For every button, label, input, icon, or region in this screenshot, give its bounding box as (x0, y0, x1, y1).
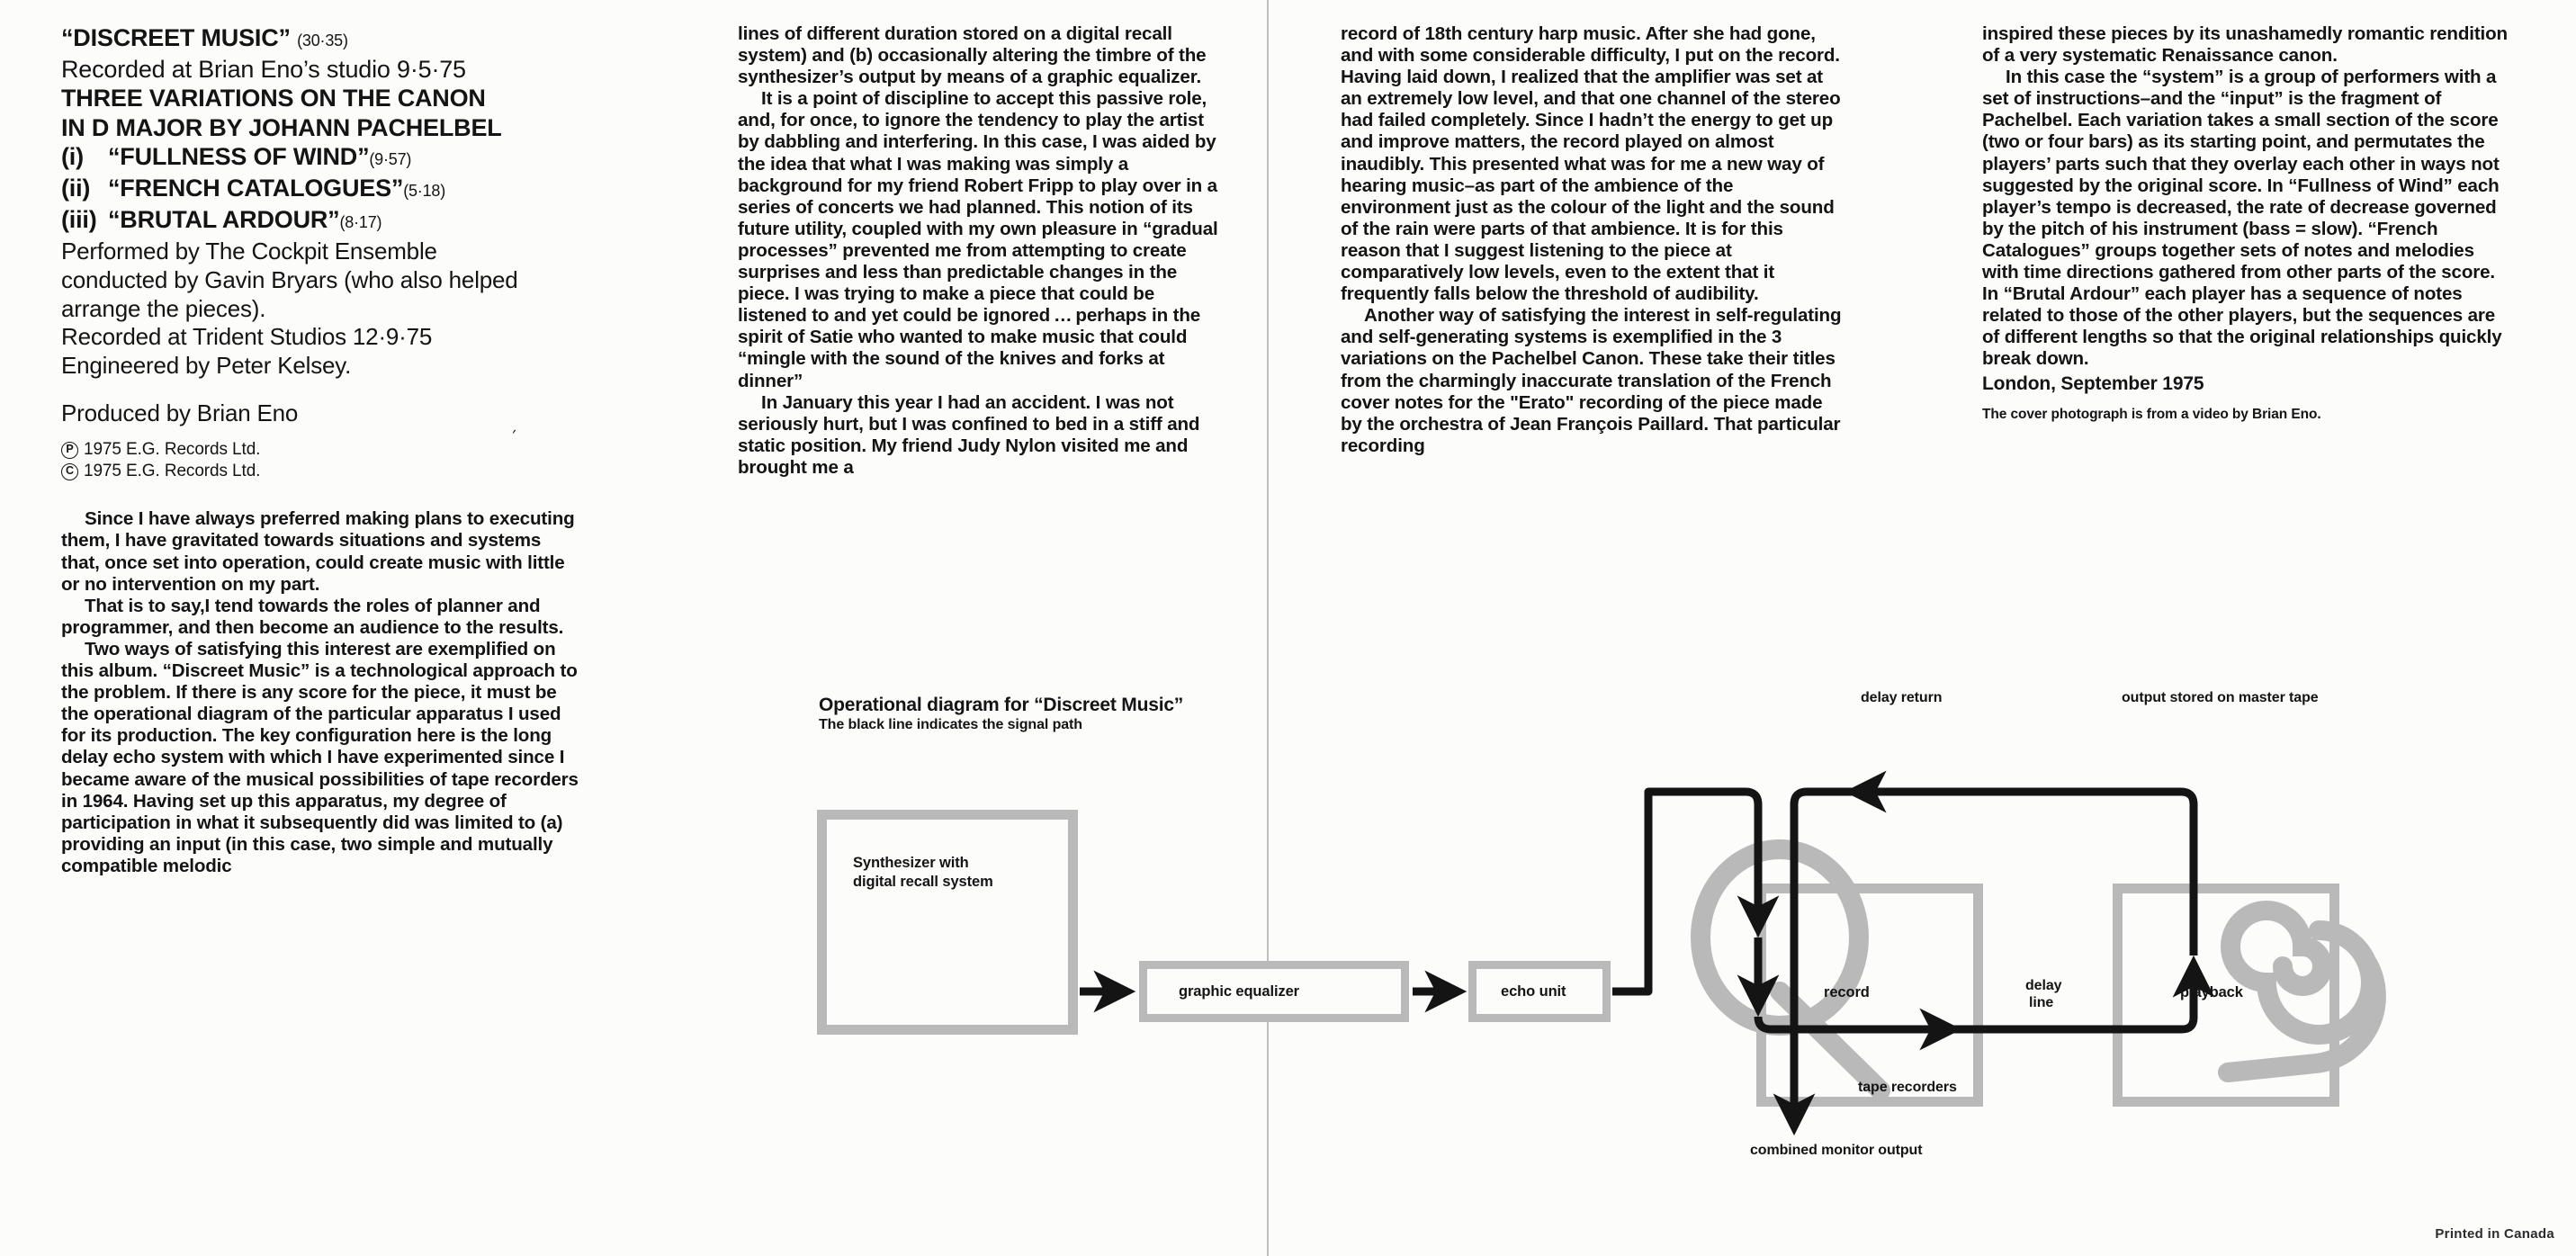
paragraph: Two ways of satisfying this interest are exemplified on this album. “Discreet Music” is a technological approach to the problem. If there is any score for the piece, it must be the operational diagram of the particular apparatus I used for its production. The key configuration here is the long delay echo system with which I have experimented since I became aware of the musical possibilities of tape recorders in 1964. Having set up this apparatus, my degree of participation in what it subsequently did was limited to (a) providing an input (in this case, two simple and mutually compatible melodic (61, 638, 579, 876)
column-1-body (61, 508, 581, 877)
phonographic-rights-line (61, 439, 581, 461)
column-4 (1982, 23, 2513, 423)
copyright-c-icon: C (61, 463, 78, 480)
paragraph: inspired these pieces by its unashamedly romantic rendition of a very systematic Renaissance canon. (1982, 23, 2508, 67)
diagram-subtitle: The black line indicates the signal path (819, 717, 1082, 732)
album-title-line (61, 23, 581, 55)
credit-line-4: Recorded at Trident Studios 12·9·75 (61, 323, 433, 351)
signal-path (1080, 792, 2194, 1126)
track-3 (61, 205, 581, 237)
album-title: “DISCREET MUSIC” (61, 24, 291, 51)
combined-monitor-output-label: combined monitor output (1750, 1143, 1923, 1158)
column-2-body (738, 23, 1228, 479)
tape-recorders-label: tape recorders (1858, 1080, 1957, 1095)
column-4-body (1982, 23, 2513, 371)
track-1-duration: (9·57) (369, 149, 412, 168)
column-2 (738, 23, 1228, 479)
credit-line-3: arrange the pieces). (61, 294, 266, 322)
producer-line: Produced by Brian Eno (61, 399, 299, 427)
track-2-duration: (5·18) (403, 182, 446, 201)
track-1-number: (i) (61, 142, 84, 170)
operational-diagram (792, 690, 2537, 1234)
delay-line-label-2: line (2029, 995, 2054, 1010)
echo-unit-label: echo unit (1501, 983, 1566, 1000)
paragraph: Another way of satisfying the interest in self-regulating and self-generating systems is exemplified in the 3 variations on the Pachelbel Canon. These take their titles from the charmingly inaccurate translation of the French cover notes for the "Erato" recording of the piece made by the orchestra of Jean François Paillard. That particular recording (1341, 305, 1842, 456)
synthesizer-label-line-1: Synthesizer with (853, 855, 969, 871)
diagram-title: Operational diagram for “Discreet Music” (819, 695, 1184, 715)
paragraph: lines of different duration stored on a digital recall system) and (b) occasionally altering the timbre of the synthesizer’s output by means of a graphic equalizer. (738, 23, 1207, 88)
track-2-title: “FRENCH CATALOGUES” (108, 175, 404, 202)
paragraph: In January this year I had an accident. I was not seriously hurt, but I was confined to bed in a stiff and static position. My friend Judy Nylon visited me and brought me a (738, 391, 1200, 478)
paragraph: In this case the “system” is a group of performers with a set of instructions–and the “input” is the fragment of Pachelbel. Each variation takes a small section of the score (two or four bars) as its starting point, and permutates the players’ parts such that they overlay each other in ways not suggested by the original score. In “Fullness of Wind” each player’s tempo is decreased, the rate of decrease governed by the pitch of his instrument (bass = slow). “French Catalogues” groups together sets of notes and melodies with time directions gathered from other parts of the score. In “Brutal Ardour” each player has a sequence of notes related to those of the other players, but the sequences are of different lengths so that the original relationships quickly break down. (1982, 67, 2502, 370)
signal-path-diagram (792, 695, 2537, 1234)
track-1-title: “FULLNESS OF WIND” (108, 142, 370, 170)
synthesizer-label-line-2: digital recall system (853, 874, 993, 890)
paragraph: That is to say,I tend towards the roles of planner and programmer, and then become an audience to the results. (61, 595, 564, 638)
credit-line-2: conducted by Gavin Bryars (who also helped (61, 266, 518, 294)
track-1 (61, 142, 581, 174)
phonogram-p-icon: P (61, 442, 78, 459)
rights-block (61, 439, 581, 482)
track-3-number: (iii) (61, 206, 97, 234)
recorded-line: Recorded at Brian Eno’s studio 9·5·75 (61, 56, 466, 84)
copyright-rights-line (61, 461, 581, 482)
credits-block (61, 238, 581, 380)
delay-line-label-1: delay (2025, 978, 2062, 993)
photo-credit-line: The cover photograph is from a video by Brian Eno. (1982, 406, 2321, 422)
delay-return-label: delay return (1861, 690, 1943, 705)
credit-line-5: Engineered by Peter Kelsey. (61, 351, 352, 379)
signoff-line: London, September 1975 (1982, 372, 2204, 394)
track-3-duration: (8·17) (339, 213, 382, 232)
tape-spiral-playback (2228, 911, 2376, 1072)
phonographic-rights-text: 1975 E.G. Records Ltd. (84, 440, 261, 460)
copyright-rights-text: 1975 E.G. Records Ltd. (84, 462, 261, 481)
paragraph: It is a point of discipline to accept this passive role, and, for once, to ignore the tendency to play the artist by dabbling and interfering. In this case, I was aided by the idea that what I was making was simply a background for my friend Robert Fripp to play over in a series of concerts we had planned. This notion of its future utility, coupled with my own pleasure in “gradual processes” prevented me from attempting to create surprises and less than predictable changes in the piece. I was trying to make a piece that could be listened to and yet could be ignored … perhaps in the spirit of Satie who wanted to make music that could “mingle with the sound of the knives and forks at dinner” (738, 88, 1218, 391)
playback-label: playback (2180, 984, 2243, 1000)
paragraph: record of 18th century harp music. After she had gone, and with some considerable difficulty, I put on the record. Having laid down, I realized that the amplifier was set at an extremely low level, and that one channel of the stereo had failed completely. Since I hadn’t the energy to get up and improve matters, the record played on almost inaudibly. This presented what was for me a new way of hearing music–as part of the ambience of the environment just as the colour of the light and the sound of the rain were parts of that ambience. It is for this reason that I suggest listening to the piece at comparatively low levels, even to the extent that it frequently falls below the threshold of audibility. (1341, 23, 1841, 305)
column-1 (61, 23, 581, 877)
album-duration: (30·35) (297, 31, 348, 49)
headline-block (61, 23, 581, 237)
track-3-title: “BRUTAL ARDOUR” (108, 206, 340, 234)
printed-in-canada: Printed in Canada (2435, 1226, 2554, 1242)
suite-title-line-1: THREE VARIATIONS ON THE CANON (61, 85, 486, 112)
stray-tick-mark: ′ (507, 426, 517, 444)
graphic-equalizer-label: graphic equalizer (1179, 983, 1300, 1000)
track-2-number: (ii) (61, 175, 91, 202)
column-3 (1341, 23, 1844, 457)
paragraph: Since I have always preferred making plans to executing them, I have gravitated towards situations and systems that, once set into operation, could create music with little or no intervention on my part. (61, 508, 575, 595)
column-3-body (1341, 23, 1844, 457)
output-master-tape-label: output stored on master tape (2122, 690, 2319, 705)
suite-title-line-2: IN D MAJOR BY JOHANN PACHELBEL (61, 113, 502, 141)
track-2 (61, 174, 581, 205)
credit-line-1: Performed by The Cockpit Ensemble (61, 238, 437, 265)
record-label: record (1824, 984, 1870, 1000)
